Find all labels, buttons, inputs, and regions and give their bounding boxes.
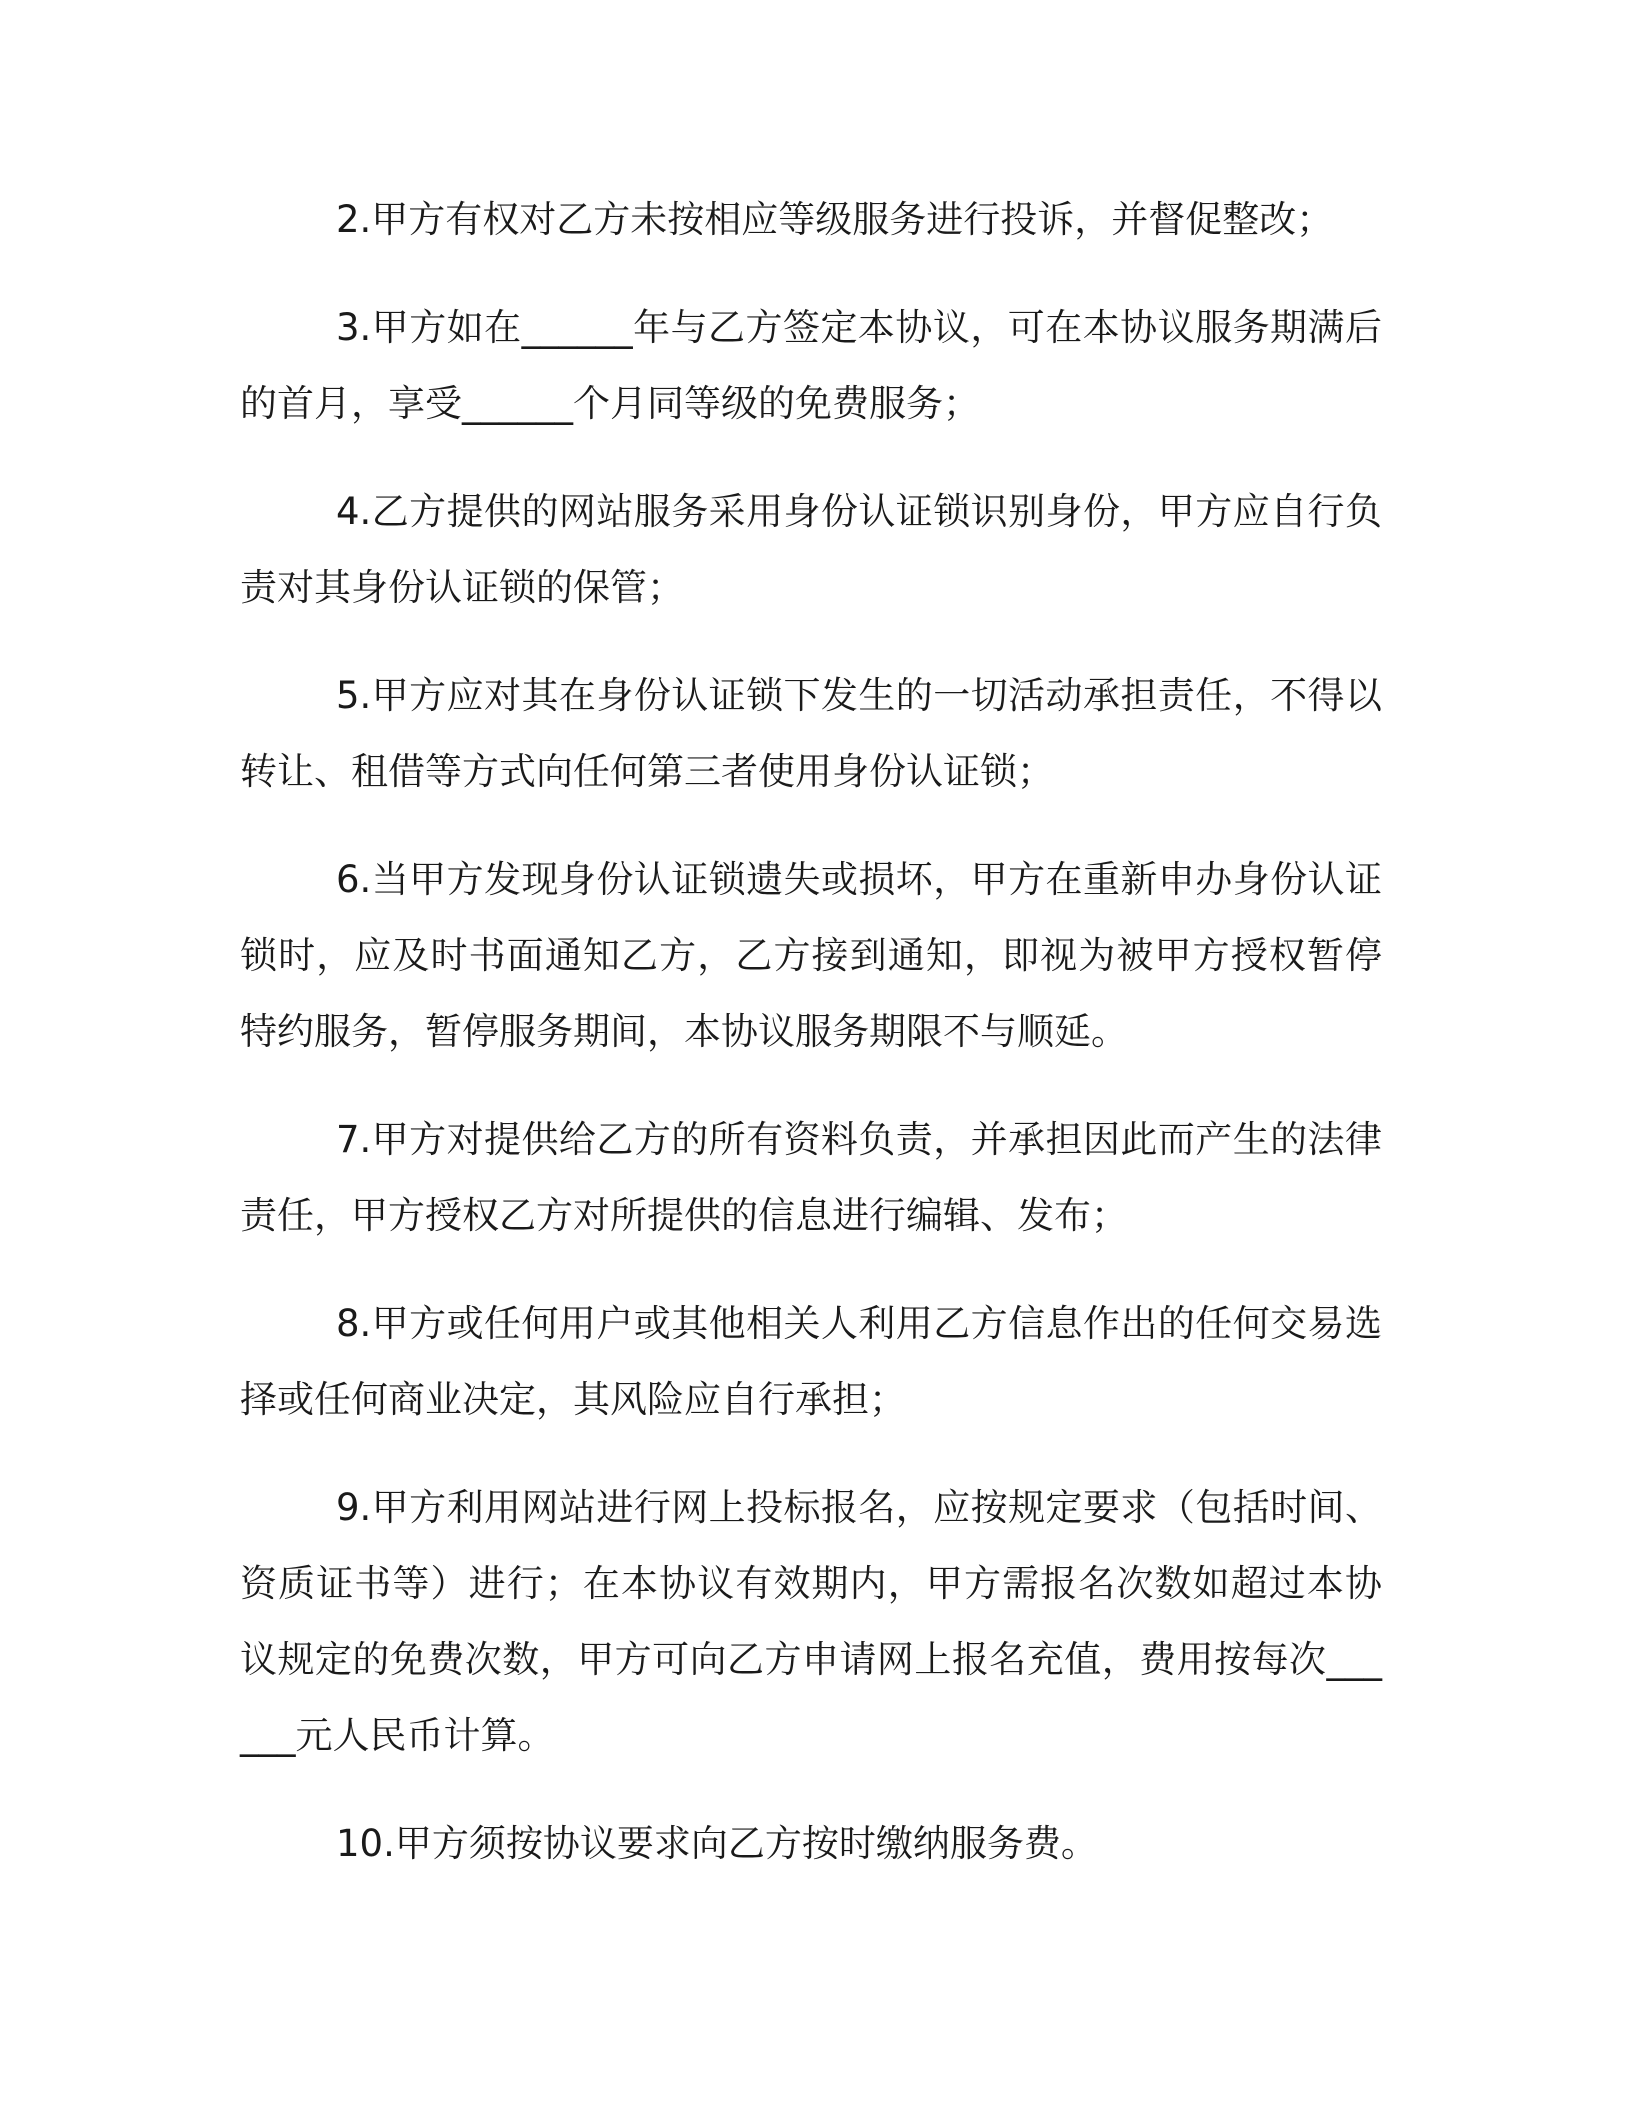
clause-10: 10.甲方须按协议要求向乙方按时缴纳服务费。 bbox=[336, 1822, 1098, 1865]
clause-4: 4.乙方提供的网站服务采用身份认证锁识别身份，甲方应自行负责对其身份认证锁的保管； bbox=[240, 490, 1382, 609]
clause-5: 5.甲方应对其在身份认证锁下发生的一切活动承担责任，不得以转让、租借等方式向任何第三者使用身份认证锁； bbox=[240, 674, 1382, 793]
clause-9: 9.甲方利用网站进行网上投标报名，应按规定要求（包括时间、资质证书等）进行；在本协议有效期内，甲方需报名次数如超过本协议规定的免费次数，甲方可向乙方申请网上报名充值，费用按每次______元人民币计算。 bbox=[240, 1486, 1382, 1757]
clause-6: 6.当甲方发现身份认证锁遗失或损坏，甲方在重新申办身份认证锁时，应及时书面通知乙方，乙方接到通知，即视为被甲方授权暂停特约服务，暂停服务期间，本协议服务期限不与顺延。 bbox=[240, 858, 1382, 1053]
clause-8: 8.甲方或任何用户或其他相关人利用乙方信息作出的任何交易选择或任何商业决定，其风险应自行承担； bbox=[240, 1302, 1382, 1421]
clause-7: 7.甲方对提供给乙方的所有资料负责，并承担因此而产生的法律责任，甲方授权乙方对所提供的信息进行编辑、发布； bbox=[240, 1118, 1382, 1237]
clause-2: 2.甲方有权对乙方未按相应等级服务进行投诉，并督促整改； bbox=[336, 198, 1334, 241]
clause-3: 3.甲方如在______年与乙方签定本协议，可在本协议服务期满后的首月，享受______个月同等级的免费服务； bbox=[240, 306, 1382, 425]
document-body bbox=[240, 182, 1382, 1882]
